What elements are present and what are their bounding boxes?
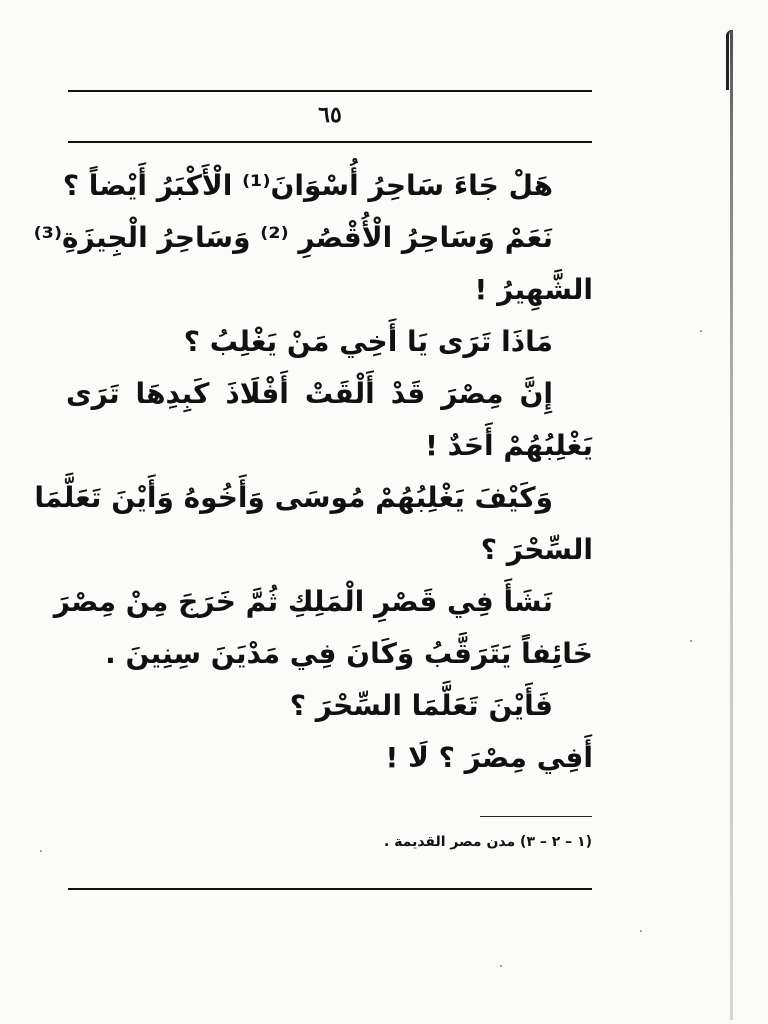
footnote-rule [480,816,592,817]
text-line: فَأَيْنَ تَعَلَّمَا السِّحْرَ ؟ [289,689,553,722]
text-line: يَغْلِبُهُمْ أَحَدٌ ! [425,429,593,462]
book-binding-edge [730,30,733,1020]
book-binding-curl [726,30,737,90]
header-bottom-rule [68,141,592,143]
paper-speck [40,850,42,852]
text-line: إِنَّ مِصْرَ قَدْ أَلْقَتْ أَفْلَاذَ كَبِدِهَا تَرَى [66,377,553,410]
paper-speck [640,930,642,932]
text-line: مَاذَا تَرَى يَا أَخِي مَنْ يَغْلِبُ ؟ [183,325,553,358]
paper-speck [690,640,692,642]
footer-rule [68,888,592,890]
text-line: الشَّهِيرُ ! [474,273,593,306]
paper-speck [700,330,702,332]
text-line: أَفِي مِصْرَ ؟ لَا ! [385,741,593,774]
text-line: هَلْ جَاءَ سَاحِرُ أُسْوَانَ⁽¹⁾ الْأَكْبَرُ أَيْضاً ؟ [62,169,553,202]
footnote: (١ – ٢ – ٣) مدن مصر القديمة . [384,834,592,850]
text-line: نَعَمْ وَسَاحِرُ الْأُقْصُرِ ⁽²⁾ وَسَاحِرُ الْجِيزَةِ⁽³⁾ [33,221,553,254]
text-line: خَائِفاً يَتَرَقَّبُ وَكَانَ فِي مَدْيَنَ سِنِينَ . [105,637,593,670]
text-line: وَكَيْفَ يَغْلِبُهُمْ مُوسَى وَأَخُوهُ وَأَيْنَ تَعَلَّمَا [34,481,553,514]
page-number: ٦٥ [318,102,342,128]
text-line: السِّحْرَ ؟ [480,533,593,566]
header-top-rule [68,90,592,92]
paper-speck [500,965,502,967]
body-text [33,160,593,784]
text-line: نَشَأَ فِي قَصْرِ الْمَلِكِ ثُمَّ خَرَجَ مِنْ مِصْرَ [53,585,553,618]
